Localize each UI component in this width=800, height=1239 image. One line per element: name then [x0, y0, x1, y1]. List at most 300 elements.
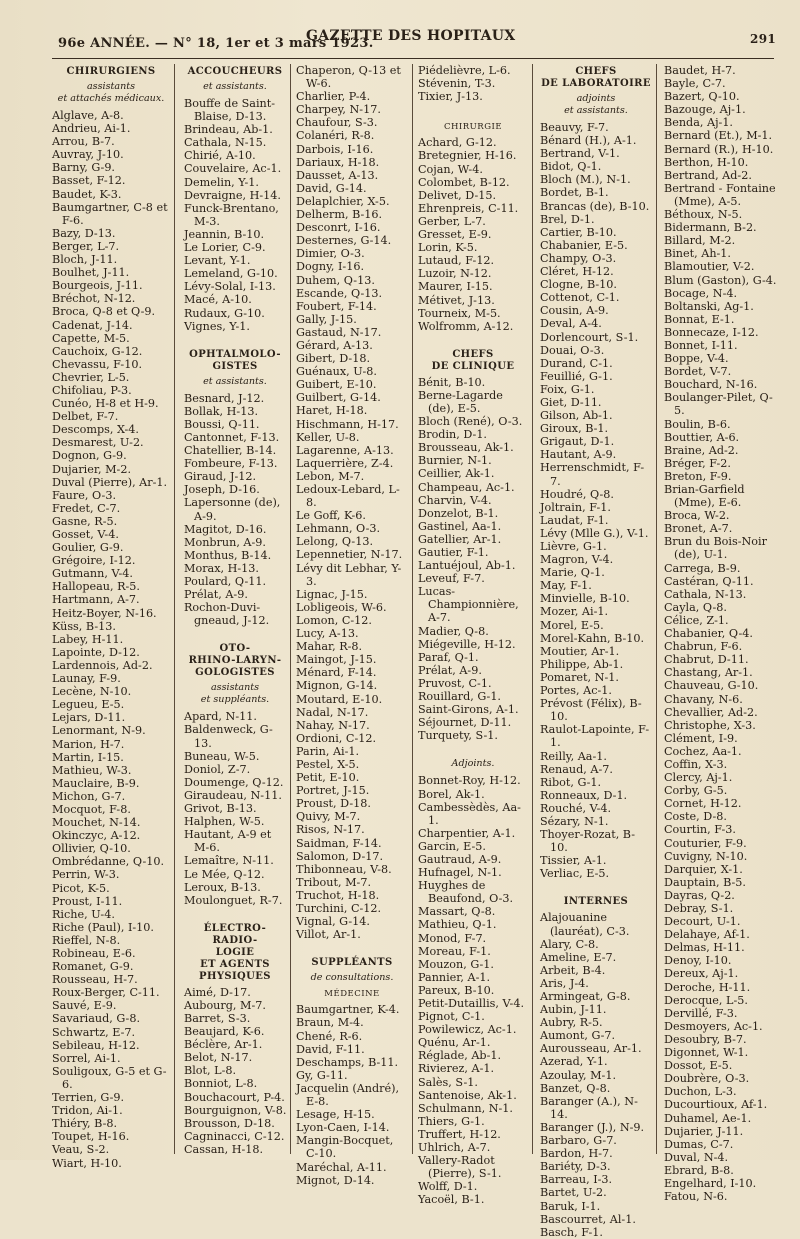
list-item: Dognon, G-9. [52, 449, 127, 463]
list-item: Bernard (Et.), M-1. [664, 129, 773, 143]
list-item: Cousin, A-9. [540, 304, 609, 318]
list-item: Azerad, Y-1. [540, 1055, 608, 1069]
list-item: Prévost (Félix), B-10. [540, 697, 642, 724]
list-item: Lévy dit Lebhar, Y-3. [296, 561, 402, 588]
list-item: Mathieu, W-3. [52, 763, 132, 777]
list-item: Clogne, B-10. [540, 278, 617, 292]
list-item: Bretegnier, H-16. [418, 149, 517, 163]
section-gap [296, 941, 408, 955]
list-item: Monbrun, A-9. [184, 535, 266, 549]
list-item: Dausset, A-13. [296, 168, 379, 182]
section-title: CHEFS DE CLINIQUE [431, 348, 515, 372]
list-item: Salomon, D-17. [296, 849, 384, 863]
list-item: Boulhet, J-11. [52, 266, 130, 280]
list-item: Cojan, W-4. [418, 162, 483, 176]
list-item: Guibert, E-10. [296, 378, 377, 392]
list-item: Charpentier, A-1. [418, 826, 516, 840]
list-item: Parin, Ai-1. [296, 744, 360, 758]
list-item: Blamoutier, V-2. [664, 260, 755, 274]
list-item: Gilson, Ab-1. [540, 409, 613, 423]
section-title: OTO- RHINO-LARYN- GOLOGISTES [188, 643, 282, 679]
list-item: Terrien, G-9. [52, 1091, 125, 1105]
list-item: Bonniot, L-8. [184, 1077, 258, 1091]
list-item: Escande, Q-13. [296, 286, 383, 300]
list-item: Chabrut, D-11. [664, 653, 749, 667]
list-item: Bazouge, Aj-1. [664, 103, 746, 117]
name-list [52, 109, 170, 1170]
list-item: Moulonguet, R-7. [184, 893, 283, 907]
list-item: Bloch (René), O-3. [418, 415, 523, 429]
list-item: Grégoire, I-12. [52, 554, 136, 568]
list-item: Aubourg, M-7. [184, 998, 266, 1012]
list-item: Lyon-Caen, I-14. [296, 1121, 390, 1135]
list-item: Duval (Pierre), Ar-1. [52, 475, 168, 489]
list-item: Chaufour, S-3. [296, 116, 378, 130]
list-item: Le Goff, K-6. [296, 509, 366, 523]
list-item: Chabrun, F-6. [664, 640, 743, 654]
list-item: Philippe, Ab-1. [540, 657, 624, 671]
list-item: Bonnat, E-1. [664, 312, 735, 326]
list-item: Lomon, C-12. [296, 613, 372, 627]
list-item: Quénu, Ar-1. [418, 1036, 491, 1050]
list-item: Wolfromm, A-12. [418, 319, 514, 333]
list-item: Haret, H-18. [296, 404, 368, 418]
list-item: Yacoël, B-1. [418, 1193, 485, 1207]
list-item: Coste, D-8. [664, 810, 727, 824]
list-item: Desternes, G-14. [296, 234, 392, 248]
list-item: Moutier, Ar-1. [540, 644, 620, 658]
list-item: Guénaux, U-8. [296, 365, 377, 379]
list-item: Berne-Lagarde (de), E-5. [418, 388, 503, 415]
list-item: Lapointe, D-12. [52, 645, 140, 659]
list-item: Besnard, J-12. [184, 391, 265, 405]
page-header [58, 28, 776, 52]
list-item: Mauclaire, B-9. [52, 776, 140, 790]
list-item: Raulot-Lapointe, F-1. [540, 723, 650, 750]
list-item: Faure, O-3. [52, 488, 116, 502]
list-item: Aurousseau, Ar-1. [540, 1042, 642, 1056]
section [296, 64, 408, 941]
section-gap [418, 333, 528, 347]
list-item: Bréchot, N-12. [52, 292, 136, 306]
list-item: Bréger, F-2. [664, 456, 731, 470]
list-item: Houdré, Q-8. [540, 487, 614, 501]
list-item: Berthon, H-10. [664, 155, 749, 169]
list-item: Durand, C-1. [540, 356, 613, 370]
list-item: Mouchet, N-14. [52, 816, 141, 830]
list-item: Bonnet-Roy, H-12. [418, 774, 521, 788]
list-item: Rochon-Duvi-gneaud, J-12. [184, 601, 270, 628]
newspaper-title: GAZETTE DES HOPITAUX [306, 28, 516, 44]
list-item: Bariéty, D-3. [540, 1160, 611, 1174]
list-item: Deschamps, B-11. [296, 1055, 399, 1069]
list-item: Gérard, A-13. [296, 338, 373, 352]
list-item: Vallery-Radot (Pierre), S-1. [418, 1154, 502, 1181]
list-item: Mozer, Ai-1. [540, 605, 609, 619]
list-item: Lobligeois, W-6. [296, 600, 387, 614]
list-item: Armingeat, G-8. [540, 990, 631, 1003]
list-item: Bonnet, I-11. [664, 338, 738, 352]
list-item: Lemeland, G-10. [184, 267, 278, 281]
name-list [540, 121, 652, 880]
list-item: Chatellier, B-14. [184, 444, 277, 458]
list-item: Giraudeau, N-11. [184, 788, 282, 802]
list-item: Goulier, G-9. [52, 541, 124, 555]
column-divider [656, 64, 657, 1154]
list-item: Proust, D-18. [296, 797, 371, 811]
list-item: Launay, F-9. [52, 672, 121, 686]
list-item: Doniol, Z-7. [184, 762, 251, 776]
list-item: Morel, E-5. [540, 618, 604, 632]
section-gap [418, 103, 528, 117]
list-item: Pruvost, C-1. [418, 676, 492, 690]
list-item: Cassan, H-18. [184, 1142, 264, 1156]
list-item: Baranger (A.), N-14. [540, 1094, 638, 1121]
section-gap [540, 880, 652, 894]
list-item: Maréchal, A-11. [296, 1160, 387, 1174]
list-item: Ombrédanne, Q-10. [52, 855, 165, 869]
list-item: Ménard, F-14. [296, 666, 377, 680]
list-item: Burnier, N-1. [418, 454, 492, 468]
list-item: Chastang, Ar-1. [664, 666, 753, 680]
list-item: Dauptain, B-5. [664, 875, 746, 889]
list-item: Petit, E-10. [296, 771, 360, 785]
list-item: Hufnagel, N-1. [418, 866, 502, 880]
list-item: Denoy, I-10. [664, 954, 732, 968]
list-item: Buneau, W-5. [184, 749, 260, 763]
list-item: Romanet, G-9. [52, 960, 134, 974]
section-title: CHEFS DE LABORATOIRE [541, 66, 651, 89]
list-item: Basset, F-12. [52, 174, 126, 188]
list-item: Delherm, B-16. [296, 208, 383, 222]
list-item: Marion, H-7. [52, 737, 125, 751]
list-item: Dumas, C-7. [664, 1137, 734, 1151]
section-category: MÉDECINE [324, 989, 380, 1000]
list-item: Basch, F-1. [540, 1225, 603, 1239]
list-item: Lucy, A-13. [296, 627, 359, 641]
list-item: Bazy, D-13. [52, 226, 116, 240]
list-item: Magron, V-4. [540, 553, 614, 567]
list-item: Cunéo, H-8 et H-9. [52, 397, 159, 411]
list-item: Bouchacourt, P-4. [184, 1090, 285, 1104]
name-list [296, 64, 408, 941]
list-item: Bidot, Q-1. [540, 160, 602, 174]
section [540, 66, 652, 880]
list-item: Saint-Girons, A-1. [418, 703, 519, 717]
list-item: Douai, O-3. [540, 343, 605, 357]
list-item: Bascourret, Al-1. [540, 1212, 636, 1226]
list-item: Pignot, C-1. [418, 1010, 485, 1024]
list-item: Brel, D-1. [540, 212, 595, 226]
list-item: Thibonneau, V-8. [296, 862, 392, 876]
list-item: Pannier, A-1. [418, 970, 491, 984]
list-item: Andrieu, Ai-1. [52, 122, 131, 136]
list-item: Bourguignon, V-8. [184, 1103, 287, 1117]
list-item: Monod, F-7. [418, 931, 487, 945]
list-item: Madier, Q-8. [418, 624, 489, 638]
list-item: Vignes, Y-1. [184, 319, 250, 333]
list-item: Mignon, G-14. [296, 679, 378, 693]
list-item: Paraf, Q-1. [418, 650, 479, 664]
list-item: Martin, I-15. [52, 750, 124, 764]
list-item: Truchot, H-18. [296, 888, 380, 902]
list-item: Hischmann, H-17. [296, 417, 399, 431]
list-item: Bardon, H-7. [540, 1147, 613, 1161]
issue-info: 96e ANNÉE. — N° 18, 1er et 3 mars 1923. [58, 36, 374, 51]
list-item: Courtin, F-3. [664, 823, 736, 837]
list-item: Réglade, Ab-1. [418, 1049, 502, 1063]
list-item: Villot, Ar-1. [296, 928, 361, 942]
list-item: Delmas, H-11. [664, 941, 745, 955]
list-item: Rudaux, G-10. [184, 306, 265, 320]
list-item: Keller, U-8. [296, 430, 360, 444]
list-item: Giroux, B-1. [540, 422, 609, 436]
list-item: Capette, M-5. [52, 331, 130, 345]
section-subtitle: Adjoints. [451, 758, 495, 770]
list-item: Cagninacci, C-12. [184, 1129, 285, 1143]
list-item: Chauveau, G-10. [664, 679, 759, 693]
list-item: Bertrand - Fontaine (Mme), A-5. [664, 181, 776, 208]
list-item: Saidman, F-14. [296, 836, 382, 850]
list-item: Hartmann, A-7. [52, 593, 140, 607]
section-gap [418, 742, 528, 756]
list-item: Cathala, N-15. [184, 136, 267, 150]
list-item: Braun, M-4. [296, 1016, 364, 1030]
list-item: Minvielle, B-10. [540, 592, 630, 606]
list-item: Lesage, H-15. [296, 1108, 375, 1122]
list-item: Breton, F-9. [664, 469, 732, 483]
section-subtitle: adjoints et assistants. [564, 93, 628, 116]
list-item: Christophe, X-3. [664, 718, 756, 732]
column-divider [174, 64, 175, 1154]
list-item: Cathala, N-13. [664, 587, 747, 601]
list-item: Chifoliau, P-3. [52, 383, 132, 397]
list-item: Tribout, M-7. [296, 875, 372, 889]
list-item: Salès, S-1. [418, 1075, 478, 1089]
list-item: Gasne, R-5. [52, 514, 118, 528]
list-item: Ebrard, B-8. [664, 1163, 734, 1177]
list-item: Boltanski, Ag-1. [664, 299, 754, 313]
list-item: Azoulay, M-1. [540, 1068, 617, 1082]
list-item: Alajouanine (lauréat), C-3. [540, 911, 630, 938]
list-item: Barny, G-9. [52, 161, 115, 175]
list-item: Giraud, J-12. [184, 470, 257, 484]
section-category: CHIRURGIE [443, 122, 503, 133]
list-item: Laudat, F-1. [540, 513, 609, 527]
list-item: Grigaut, D-1. [540, 435, 615, 449]
list-item: Berger, L-7. [52, 239, 120, 253]
list-item: Labey, H-11. [52, 632, 124, 646]
list-item: Baudet, H-7. [664, 64, 736, 77]
list-item: Gastinel, Aa-1. [418, 519, 502, 533]
list-item: Brousseau, Ak-1. [418, 441, 514, 455]
list-item: Champeau, Ac-1. [418, 480, 515, 494]
list-item: Ribot, G-1. [540, 775, 602, 789]
list-item: Bertrand, Ad-2. [664, 168, 752, 182]
name-list [296, 1003, 408, 1186]
list-item: Reilly, Aa-1. [540, 749, 607, 763]
list-item: Béclère, Ar-1. [184, 1038, 263, 1052]
list-item: Colombet, B-12. [418, 175, 510, 189]
list-item: Desmoyers, Ac-1. [664, 1019, 763, 1033]
list-item: Maurer, I-15. [418, 280, 493, 294]
list-item: Blot, L-8. [184, 1064, 237, 1078]
list-item: Mignot, D-14. [296, 1173, 375, 1187]
column-divider [290, 64, 291, 1154]
list-item: Cambessèdès, Aa-1. [418, 800, 521, 827]
list-item: Lardennois, Ad-2. [52, 658, 153, 672]
list-item: Guilbert, G-14. [296, 391, 381, 405]
list-item: Chirié, A-10. [184, 149, 256, 163]
list-item: Chevallier, Ad-2. [664, 705, 758, 719]
list-item: Desmarest, U-2. [52, 436, 144, 450]
list-item: Carrega, B-9. [664, 561, 741, 575]
list-item: Lenormant, N-9. [52, 724, 146, 738]
list-item: Savariaud, G-8. [52, 1012, 140, 1026]
list-item: Bénit, B-10. [418, 375, 486, 389]
list-item: Apard, N-11. [184, 710, 257, 724]
list-item: Deval, A-4. [540, 317, 602, 331]
list-item: Ducourtioux, Af-1. [664, 1098, 768, 1112]
list-item: Ordioni, C-12. [296, 731, 377, 745]
list-item: Herrenschmidt, F-7. [540, 461, 645, 488]
list-item: Lecène, N-10. [52, 685, 132, 699]
list-item: Braine, Ad-2. [664, 443, 739, 457]
section [664, 64, 776, 1203]
list-item: Ehrenpreis, C-11. [418, 201, 519, 215]
list-item: Fombeure, F-13. [184, 457, 278, 471]
list-item: Gautier, F-1. [418, 546, 489, 559]
list-item: Marie, Q-1. [540, 566, 605, 580]
list-item: Bertrand, V-1. [540, 147, 620, 161]
list-item: Riche, U-4. [52, 907, 115, 921]
list-item: Dereux, Aj-1. [664, 967, 739, 981]
list-item: Dogny, I-16. [296, 260, 365, 274]
list-item: Massart, Q-8. [418, 905, 496, 919]
list-item: Lutaud, F-12. [418, 254, 495, 268]
list-item: Bazert, Q-10. [664, 90, 740, 104]
list-item: Boulin, B-6. [664, 417, 731, 431]
section-title: INTERNES [563, 896, 629, 908]
list-item: Duval, N-4. [664, 1150, 729, 1164]
section-gap [184, 627, 286, 641]
list-item: Gy, G-11. [296, 1068, 348, 1082]
list-item: Dujarier, M-2. [52, 462, 131, 476]
section [540, 880, 652, 1238]
list-item: Chaperon, Q-13 et W-6. [296, 64, 401, 91]
list-item: Duchon, L-3. [664, 1085, 737, 1099]
list-item: Broca, W-2. [664, 509, 730, 523]
list-item: Portes, Ac-1. [540, 684, 612, 698]
list-item: Brodin, D-1. [418, 428, 487, 442]
list-item: Alglave, A-8. [52, 109, 124, 122]
list-item: Gally, J-15. [296, 312, 357, 326]
list-item: Bocage, N-4. [664, 286, 738, 300]
list-item: Benda, Aj-1. [664, 116, 733, 130]
list-item: Funck-Brentano, M-3. [184, 201, 279, 228]
list-item: Rousseau, H-7. [52, 973, 138, 987]
list-item: Lignac, J-15. [296, 587, 368, 601]
list-item: Blum (Gaston), G-4. [664, 273, 777, 287]
list-item: Engelhard, I-10. [664, 1176, 757, 1190]
list-item: Delbet, F-7. [52, 410, 119, 424]
list-item: Cochez, Aa-1. [664, 744, 742, 758]
list-item: Célice, Z-1. [664, 613, 729, 627]
list-item: Aubin, J-11. [540, 1003, 607, 1017]
list-item: Borel, Ak-1. [418, 787, 485, 801]
list-item: Boulanger-Pilet, Q-5. [664, 391, 773, 418]
list-item: Banzet, Q-8. [540, 1081, 611, 1095]
list-item: Bronet, A-7. [664, 522, 733, 536]
list-item: Mangin-Bocquet, C-10. [296, 1134, 394, 1161]
list-item: Lagarenne, A-13. [296, 443, 394, 457]
list-item: David, G-14. [296, 181, 367, 195]
list-item: Decourt, U-1. [664, 915, 741, 929]
list-item: Darquier, X-1. [664, 862, 743, 876]
list-item: Küss, B-13. [52, 619, 116, 633]
list-item: Bénard (H.), A-1. [540, 134, 637, 148]
list-item: Bollak, H-13. [184, 404, 259, 418]
list-item: Couvelaire, Ac-1. [184, 162, 282, 176]
name-list [184, 97, 286, 333]
list-item: Pestel, X-5. [296, 757, 360, 771]
list-item: Charvin, V-4. [418, 493, 492, 507]
list-item: Petit-Dutaillis, V-4. [418, 997, 525, 1010]
section-title: ACCOUCHEURS [187, 66, 283, 77]
list-item: Foix, G-1. [540, 382, 595, 396]
list-item: Miégeville, H-12. [418, 637, 516, 651]
list-item: Foubert, F-14. [296, 299, 377, 313]
list-item: Bartet, U-2. [540, 1186, 607, 1200]
name-list [418, 136, 528, 332]
list-item: Bayle, C-7. [664, 77, 726, 91]
list-item: Dayras, Q-2. [664, 888, 735, 902]
list-item: Gastaud, N-17. [296, 325, 382, 339]
list-item: Métivet, J-13. [418, 293, 495, 307]
name-list [540, 911, 652, 1238]
list-item: Demelin, Y-1. [184, 175, 259, 189]
section [184, 333, 286, 628]
list-item: Barreau, I-3. [540, 1173, 613, 1187]
list-item: Risos, N-17. [296, 823, 365, 837]
list-item: Baruk, I-1. [540, 1199, 601, 1213]
list-item: Morax, H-13. [184, 561, 259, 575]
list-item: Fredet, C-7. [52, 501, 121, 515]
name-list [418, 376, 528, 743]
list-item: Cottenot, C-1. [540, 291, 620, 305]
list-item: Deroche, H-11. [664, 980, 751, 994]
list-item: Brancas (de), B-10. [540, 199, 650, 213]
list-item: Lièvre, G-1. [540, 540, 607, 553]
list-item: Schulmann, N-1. [418, 1101, 513, 1115]
list-item: Chevassu, F-10. [52, 357, 143, 371]
list-item: Pomaret, N-1. [540, 670, 619, 684]
section [184, 907, 286, 1156]
list-item: Santenoise, Ak-1. [418, 1088, 517, 1102]
list-item: Desoubry, B-7. [664, 1032, 747, 1046]
list-item: Bernard (R.), H-10. [664, 142, 774, 156]
list-item: Baldenweck, G-13. [184, 723, 273, 750]
list-item: Leroux, B-13. [184, 880, 261, 894]
list-item: Charpey, N-17. [296, 103, 381, 117]
list-item: Levant, Y-1. [184, 254, 251, 268]
list-item: Corby, G-5. [664, 784, 728, 798]
list-item: Jacquelin (André), E-8. [296, 1081, 400, 1109]
list-item: Dujarier, J-11. [664, 1124, 744, 1138]
list-item: Arbeit, B-4. [540, 963, 606, 977]
list-item: Hallopeau, R-5. [52, 580, 140, 594]
list-item: Lucas-Championnière, A-7. [418, 585, 519, 625]
